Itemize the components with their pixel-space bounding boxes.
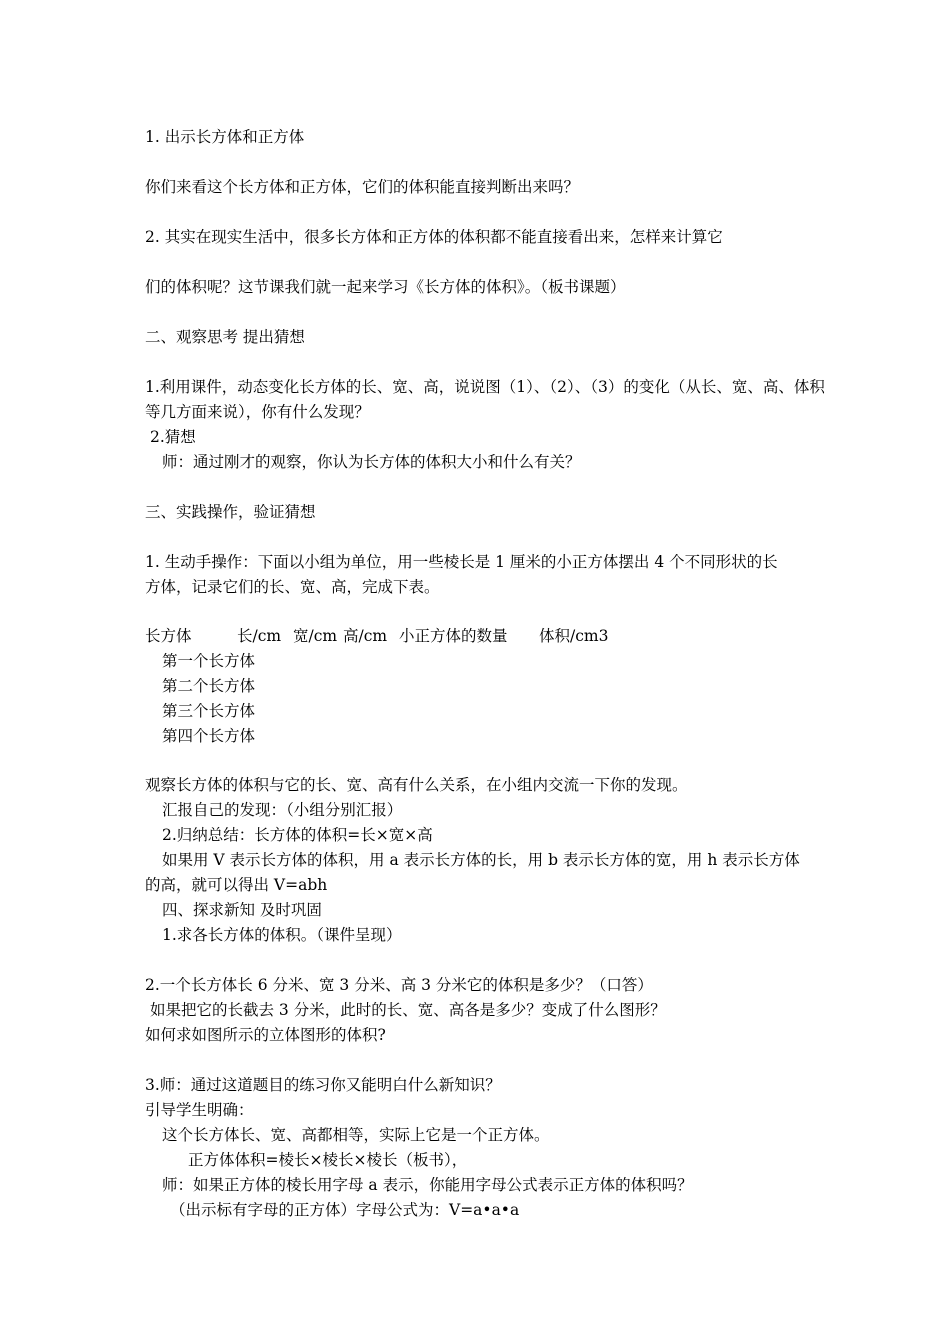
table-header-cell: 小正方体的数量 <box>399 627 508 645</box>
table-row: 第四个长方体 <box>162 727 256 745</box>
section-heading: 二、观察思考 提出猜想 <box>145 328 305 346</box>
text-line: 2.归纳总结：长方体的体积=长×宽×高 <box>162 826 433 844</box>
table-row: 第一个长方体 <box>162 652 256 670</box>
text-line: 2. 其实在现实生活中，很多长方体和正方体的体积都不能直接看出来，怎样来计算它 <box>145 228 723 246</box>
table-header-cell: 高/cm <box>343 627 388 645</box>
section-heading: 三、实践操作，验证猜想 <box>145 503 316 521</box>
text-line: 1.利用课件，动态变化长方体的长、宽、高，说说图（1）、（2）、（3）的变化（从长、宽、高、体积 <box>145 378 825 396</box>
table-header-cell: 长/cm <box>237 627 282 645</box>
table-header-cell: 长方体 <box>145 627 192 645</box>
text-line: 正方体体积=棱长×棱长×棱长（板书）， <box>188 1151 468 1169</box>
table-header <box>145 626 608 646</box>
table-header-cell: 体积/cm3 <box>539 627 609 645</box>
text-line: 等几方面来说），你有什么发现？ <box>145 403 370 421</box>
text-line: 的高，就可以得出 V=abh <box>145 876 328 894</box>
text-line: 方体，记录它们的长、宽、高，完成下表。 <box>145 578 440 596</box>
text-line: 如果把它的长截去 3 分米，此时的长、宽、高各是多少？变成了什么图形？ <box>150 1001 666 1019</box>
text-line: （出示标有字母的正方体）字母公式为：V=a•a•a <box>170 1201 520 1219</box>
text-line: 这个长方体长、宽、高都相等，实际上它是一个正方体。 <box>162 1126 550 1144</box>
text-line: 如果用 V 表示长方体的体积，用 a 表示长方体的长，用 b 表示长方体的宽，用 h 表示长方体 <box>162 851 800 869</box>
section-heading: 四、探求新知 及时巩固 <box>162 901 322 919</box>
text-line: 汇报自己的发现：（小组分别汇报） <box>162 801 403 819</box>
text-line: 1. 出示长方体和正方体 <box>145 128 305 146</box>
table-row: 第二个长方体 <box>162 677 256 695</box>
text-line: 1. 生动手操作：下面以小组为单位，用一些棱长是 1 厘米的小正方体摆出 4 个不同形状的长 <box>145 553 778 571</box>
text-line: 3.师：通过这道题目的练习你又能明白什么新知识？ <box>145 1076 501 1094</box>
text-line: 师：如果正方体的棱长用字母 a 表示，你能用字母公式表示正方体的体积吗？ <box>162 1176 693 1194</box>
table-header-cell: 宽/cm <box>293 627 338 645</box>
text-line: 观察长方体的体积与它的长、宽、高有什么关系，在小组内交流一下你的发现。 <box>145 776 688 794</box>
text-line: 2.猜想 <box>150 428 196 446</box>
table-row: 第三个长方体 <box>162 702 256 720</box>
text-line: 2.一个长方体长 6 分米、宽 3 分米、高 3 分米它的体积是多少？（口答） <box>145 976 653 994</box>
text-line: 师：通过刚才的观察，你认为长方体的体积大小和什么有关？ <box>162 453 581 471</box>
text-line: 引导学生明确： <box>145 1101 254 1119</box>
text-line: 如何求如图所示的立体图形的体积? <box>145 1026 386 1044</box>
text-line: 们的体积呢？这节课我们就一起来学习《长方体的体积》。（板书课题） <box>145 278 626 296</box>
text-line: 1.求各长方体的体积。（课件呈现） <box>162 926 402 944</box>
text-line: 你们来看这个长方体和正方体，它们的体积能直接判断出来吗？ <box>145 178 580 196</box>
